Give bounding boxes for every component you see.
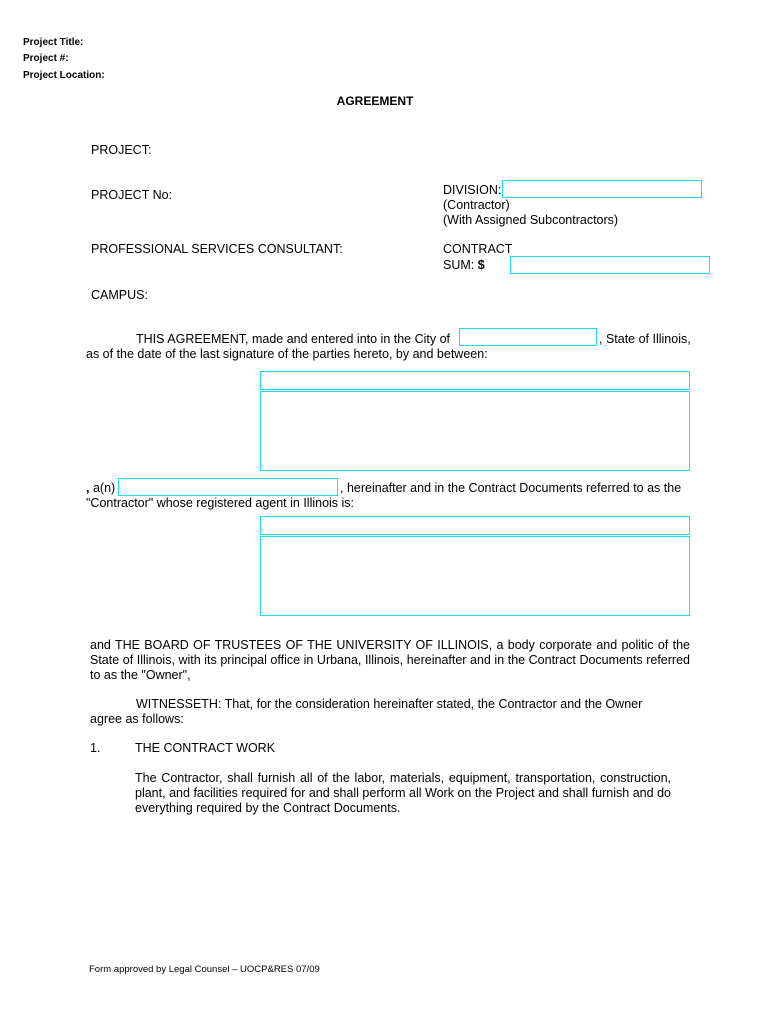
agreement-line2-text: as of the date of the last signature of the parties hereto, by and between: — [86, 347, 488, 361]
sum-label — [443, 258, 485, 272]
contract-sum-field[interactable] — [510, 256, 710, 274]
section-title: THE CONTRACT WORK — [135, 741, 276, 755]
project-label: PROJECT: — [91, 143, 152, 157]
division-field[interactable] — [502, 180, 702, 198]
document-title: AGREEMENT — [336, 94, 414, 108]
campus-label: CAMPUS: — [91, 288, 148, 302]
sum-prefix: SUM: — [443, 258, 478, 272]
witnesseth-line2: agree as follows: — [90, 712, 184, 726]
subcontractors-label: (With Assigned Subcontractors) — [443, 213, 619, 227]
project-no-label: PROJECT No: — [91, 188, 173, 202]
an-text: a(n) — [92, 481, 116, 495]
contract-work-paragraph: The Contractor, shall furnish all of the labor, materials, equipment, transportation, construction, plant, and facilities required for and shall perform all Work on the Project and shall furnish and do everything required by the Contract Documents. — [135, 771, 671, 815]
project-number-label: Project #: — [23, 53, 69, 64]
consultant-label: PROFESSIONAL SERVICES CONSULTANT: — [91, 242, 343, 256]
division-label: DIVISION: — [443, 183, 502, 197]
contractor-label: (Contractor) — [443, 198, 510, 212]
agreement-lead-text: THIS AGREEMENT, made and entered into in the City of — [136, 332, 451, 346]
an-comma: , — [86, 481, 90, 495]
registered-agent-text: "Contractor" whose registered agent in Illinois is: — [86, 496, 355, 510]
agreement-state-text: , State of Illinois, — [599, 332, 691, 346]
contract-label: CONTRACT — [443, 242, 513, 256]
agent-name-field[interactable] — [260, 516, 690, 535]
an-prefix-text — [86, 481, 115, 495]
dollar-sign: $ — [477, 258, 485, 272]
witnesseth-line1: WITNESSETH: That, for the consideration hereinafter stated, the Contractor and the Owner — [136, 697, 643, 711]
project-title-label: Project Title: — [23, 37, 84, 48]
city-field[interactable] — [459, 328, 597, 346]
entity-type-field[interactable] — [118, 478, 338, 496]
project-location-label: Project Location: — [23, 70, 105, 81]
an-suffix-text: , hereinafter and in the Contract Documents referred to as the — [340, 481, 682, 495]
form-footer: Form approved by Legal Counsel – UOCP&RES 07/09 — [89, 964, 320, 975]
agent-address-field[interactable] — [260, 536, 690, 616]
board-paragraph: and THE BOARD OF TRUSTEES OF THE UNIVERSITY OF ILLINOIS, a body corporate and politic of the State of Illinois, with its principal office in Urbana, Illinois, hereinafter and in the Contract Documents referred to as the "Owner", — [90, 638, 690, 682]
contractor-address-field[interactable] — [260, 391, 690, 471]
section-number: 1. — [90, 741, 101, 755]
contractor-name-field[interactable] — [260, 371, 690, 390]
